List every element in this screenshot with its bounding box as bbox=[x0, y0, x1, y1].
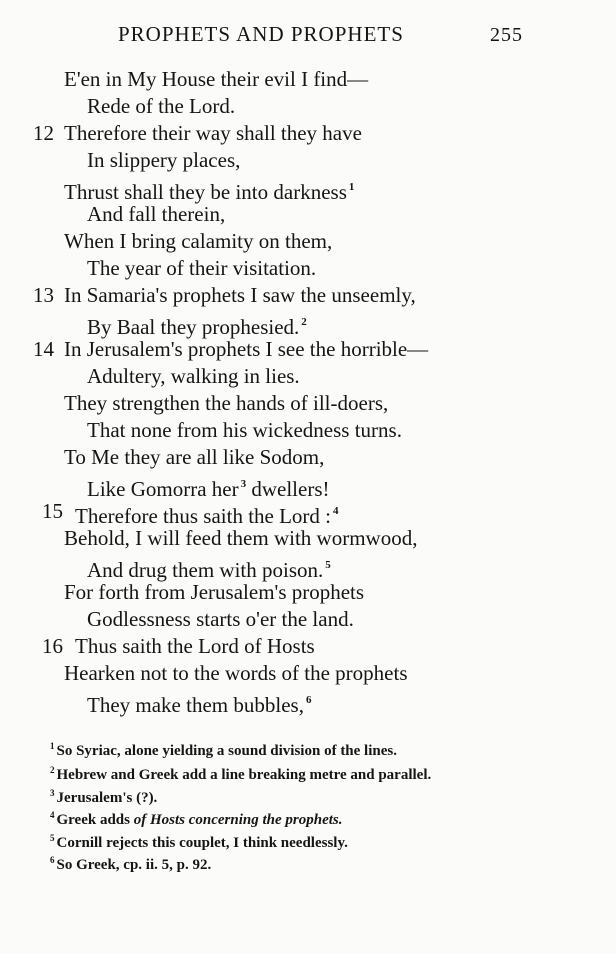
footnote-ref: 4 bbox=[333, 505, 339, 517]
line-text: Behold, I will feed them with wormwood, bbox=[64, 526, 418, 550]
line-text: Rede of the Lord. bbox=[87, 94, 236, 118]
line-text: For forth from Jerusalem's prophets bbox=[64, 580, 365, 604]
page-header bbox=[0, 22, 616, 48]
footnote-mark: 4 bbox=[50, 810, 55, 820]
poem-line bbox=[87, 552, 331, 582]
poem-line bbox=[87, 309, 307, 339]
line-text: Adultery, walking in lies. bbox=[87, 364, 300, 388]
verse-number: 15 bbox=[42, 499, 63, 523]
line-text: Therefore thus saith the Lord : bbox=[75, 504, 331, 528]
line-text: They strengthen the hands of ill-doers, bbox=[64, 391, 389, 415]
footnote-ref: 3 bbox=[240, 478, 247, 490]
line-text: In Jerusalem's prophets I see the horrible— bbox=[64, 337, 429, 361]
line-text: That none from his wickedness turns. bbox=[87, 418, 402, 442]
poem-line bbox=[87, 417, 402, 444]
poem-line bbox=[87, 606, 354, 633]
poem-line bbox=[64, 579, 364, 606]
poem-line bbox=[64, 444, 324, 471]
line-text: Hearken not to the words of the prophets bbox=[64, 661, 408, 685]
footnote-text: So Greek, cp. ii. 5, p. 92. bbox=[56, 857, 212, 873]
line-text: E'en in My House their evil I find— bbox=[64, 67, 369, 91]
footnote bbox=[50, 849, 211, 871]
footnote-text: Jerusalem's (?). bbox=[56, 790, 158, 806]
line-text: In Samaria's prophets I saw the unseemly, bbox=[64, 283, 416, 307]
footnote-ref: 5 bbox=[325, 559, 331, 571]
poem-line bbox=[64, 120, 362, 147]
line-text: The year of their visitation. bbox=[87, 256, 317, 280]
poem-line bbox=[64, 660, 408, 687]
poem-line bbox=[87, 687, 312, 717]
line-text: Therefore their way shall they have bbox=[64, 121, 362, 145]
poem-line bbox=[87, 201, 225, 228]
footnote-ref: 6 bbox=[305, 694, 312, 706]
footnote bbox=[50, 782, 157, 804]
footnote-ref: 1 bbox=[348, 181, 355, 193]
verse-number: 12 bbox=[33, 121, 54, 145]
verse-number: 16 bbox=[42, 634, 63, 658]
footnote-text: Greek adds bbox=[56, 812, 130, 828]
line-text: Like Gomorra her bbox=[87, 477, 239, 501]
poem-line bbox=[75, 498, 339, 528]
footnote-ref: 2 bbox=[301, 316, 307, 328]
verse-number: 13 bbox=[33, 283, 54, 307]
footnote-text: Hebrew and Greek add a line breaking metre and parallel. bbox=[56, 767, 432, 783]
line-text: And drug them with poison. bbox=[87, 558, 324, 582]
line-text: To Me they are all like Sodom, bbox=[64, 445, 325, 469]
verse-number: 14 bbox=[33, 337, 54, 361]
footnote bbox=[50, 827, 348, 849]
line-text: dwellers! bbox=[251, 477, 330, 501]
footnote-mark: 1 bbox=[50, 741, 55, 751]
poem-line bbox=[64, 174, 355, 204]
poem-line bbox=[87, 93, 235, 120]
poem-line bbox=[64, 66, 368, 93]
poem-line bbox=[64, 525, 417, 552]
poem-line bbox=[64, 336, 428, 363]
line-text: When I bring calamity on them, bbox=[64, 229, 333, 253]
running-head: PROPHETS AND PROPHETS bbox=[118, 22, 404, 46]
line-text: By Baal they prophesied. bbox=[87, 315, 300, 339]
poem-line bbox=[87, 363, 300, 390]
page-number: 255 bbox=[490, 24, 523, 46]
line-text: In slippery places, bbox=[87, 148, 241, 172]
poem-line bbox=[87, 147, 240, 174]
footnote bbox=[50, 759, 431, 781]
poem-line bbox=[64, 282, 416, 309]
footnote bbox=[50, 804, 343, 826]
line-text: Godlessness starts o'er the land. bbox=[87, 607, 354, 631]
line-text: Thrust shall they be into darkness bbox=[64, 180, 347, 204]
footnote-mark: 5 bbox=[50, 833, 55, 843]
footnote-text: So Syriac, alone yielding a sound division of the lines. bbox=[56, 743, 397, 759]
poem-line bbox=[87, 471, 330, 501]
poem-line bbox=[87, 255, 316, 282]
footnote-italic-text: of Hosts concerning the prophets. bbox=[133, 812, 343, 828]
footnote-mark: 6 bbox=[50, 855, 55, 865]
footnote-mark: 3 bbox=[50, 788, 55, 798]
line-text: And fall therein, bbox=[87, 202, 226, 226]
poem-line bbox=[64, 228, 332, 255]
line-text: Thus saith the Lord of Hosts bbox=[75, 634, 315, 658]
footnote-text: Cornill rejects this couplet, I think needlessly. bbox=[56, 835, 348, 851]
footnote bbox=[50, 735, 397, 757]
poem-line bbox=[75, 633, 315, 660]
footnote-mark: 2 bbox=[50, 765, 55, 775]
line-text: They make them bubbles, bbox=[87, 693, 304, 717]
poem-line bbox=[64, 390, 388, 417]
